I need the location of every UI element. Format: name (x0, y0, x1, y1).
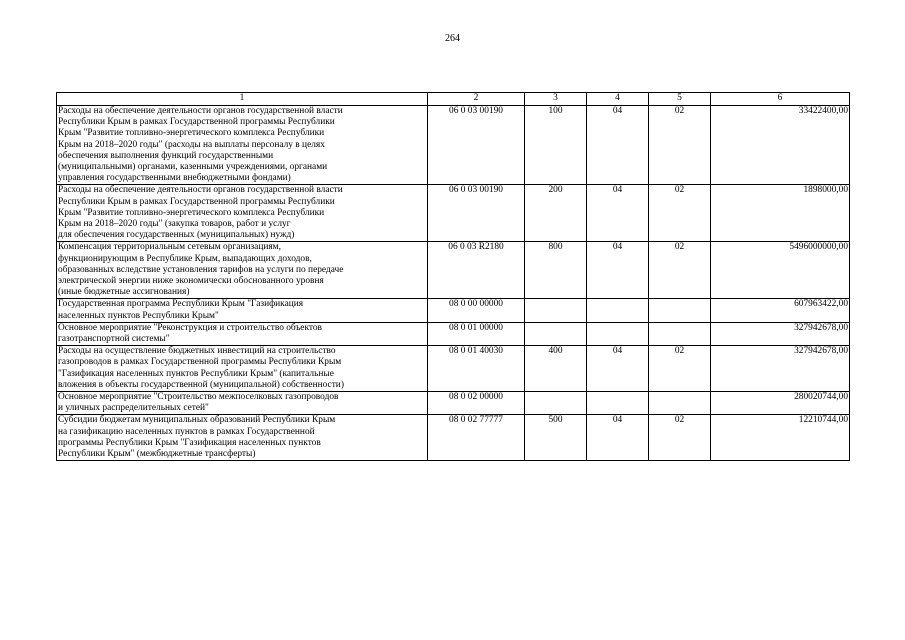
row-col3: 400 (525, 346, 587, 392)
row-amount: 280020744,00 (711, 392, 850, 415)
row-code: 08 0 02 00000 (428, 392, 525, 415)
budget-table (56, 92, 850, 461)
row-code: 08 0 02 77777 (428, 415, 525, 461)
description-line: для обеспечения государственных (муниципальных) нужд) (58, 230, 295, 241)
row-col3 (525, 322, 587, 345)
column-header-5: 5 (649, 93, 711, 106)
description-line: управления государственными внебюджетными фондами) (58, 173, 291, 184)
description-line: Республики Крым" (межбюджетные трансферты) (58, 449, 256, 460)
description-line: и уличных распределительных сетей" (58, 403, 209, 414)
row-col5: 02 (649, 415, 711, 461)
description-line: образованных вследствие установления тарифов на услуги по передаче (58, 264, 344, 275)
row-description (57, 185, 428, 242)
row-col3 (525, 299, 587, 322)
description-line: (муниципальными) органами, казенными учреждениями, органами (58, 162, 328, 173)
row-code: 08 0 00 00000 (428, 299, 525, 322)
table-row (57, 392, 850, 415)
description-line: Основное мероприятие "Строительство межпоселковых газопроводов (58, 392, 339, 403)
row-col5 (649, 299, 711, 322)
description-line: программы Республики Крым "Газификация населенных пунктов (58, 437, 321, 448)
description-line: функционирующим в Республике Крым, выпадающих доходов, (58, 253, 312, 264)
row-col3: 200 (525, 185, 587, 242)
row-amount: 33422400,00 (711, 106, 850, 185)
table-row (57, 242, 850, 299)
description-line: Крым "Развитие топливно-энергетического комплекса Республики (58, 207, 325, 218)
description-line: населенных пунктов Республики Крым" (58, 310, 219, 321)
row-amount: 327942678,00 (711, 346, 850, 392)
row-amount: 1898000,00 (711, 185, 850, 242)
row-col3: 500 (525, 415, 587, 461)
description-line: Расходы на осуществление бюджетных инвестиций на строительство (58, 346, 336, 357)
row-code: 06 0 03 R2180 (428, 242, 525, 299)
table-row (57, 415, 850, 461)
row-description (57, 415, 428, 461)
row-amount: 12210744,00 (711, 415, 850, 461)
description-line: Крым на 2018–2020 годы" (закупка товаров, работ и услуг (58, 219, 291, 230)
row-description (57, 106, 428, 185)
row-col4: 04 (587, 415, 649, 461)
table-row (57, 346, 850, 392)
row-col4 (587, 392, 649, 415)
column-header-4: 4 (587, 93, 649, 106)
row-col4: 04 (587, 346, 649, 392)
row-code: 08 0 01 00000 (428, 322, 525, 345)
row-col4 (587, 299, 649, 322)
description-line: обеспечения выполнения функций государственными (58, 150, 274, 161)
description-line: газопроводов в рамках Государственной программы Республики Крым (58, 357, 342, 368)
table-row (57, 185, 850, 242)
row-col5: 02 (649, 242, 711, 299)
row-col4: 04 (587, 106, 649, 185)
row-col5: 02 (649, 106, 711, 185)
description-line: Государственная программа Республики Крым "Газификация (58, 299, 304, 310)
description-line: Республики Крым в рамках Государственной программы Республики (58, 117, 335, 128)
row-amount: 607963422,00 (711, 299, 850, 322)
row-col3: 800 (525, 242, 587, 299)
row-col4 (587, 322, 649, 345)
row-col5: 02 (649, 185, 711, 242)
page-number: 264 (445, 33, 460, 44)
row-col4: 04 (587, 185, 649, 242)
row-col5: 02 (649, 346, 711, 392)
description-line: Расходы на обеспечение деятельности органов государственной власти (58, 185, 343, 196)
table-header-row (57, 93, 850, 106)
row-code: 08 0 01 40030 (428, 346, 525, 392)
column-header-2: 2 (428, 93, 525, 106)
description-line: на газификацию населенных пунктов в рамках Государственной (58, 426, 315, 437)
row-col5 (649, 392, 711, 415)
row-description (57, 242, 428, 299)
row-code: 06 0 03 00190 (428, 185, 525, 242)
description-line: газотранспортной системы" (58, 334, 170, 345)
column-header-6: 6 (711, 93, 850, 106)
row-col4: 04 (587, 242, 649, 299)
description-line: Основное мероприятие "Реконструкция и строительство объектов (58, 322, 322, 333)
description-line: Субсидии бюджетам муниципальных образований Республики Крым (58, 415, 336, 426)
description-line: (иные бюджетные ассигнования) (58, 287, 190, 298)
description-line: "Газификация населенных пунктов Республики Крым" (капитальные (58, 368, 334, 379)
column-header-3: 3 (525, 93, 587, 106)
description-line: Расходы на обеспечение деятельности органов государственной власти (58, 106, 343, 116)
row-description (57, 346, 428, 392)
table-body (57, 106, 850, 461)
table-row (57, 299, 850, 322)
row-code: 06 0 03 00190 (428, 106, 525, 185)
description-line: электрической энергии ниже экономически обоснованного уровня (58, 276, 324, 287)
description-line: Республики Крым в рамках Государственной программы Республики (58, 196, 335, 207)
table-row (57, 106, 850, 185)
row-col3: 100 (525, 106, 587, 185)
column-header-1: 1 (57, 93, 428, 106)
description-line: Крым "Развитие топливно-энергетического комплекса Республики (58, 128, 325, 139)
description-line: Крым на 2018–2020 годы" (расходы на выплаты персоналу в целях (58, 139, 325, 150)
description-line: вложения в объекты государственной (муниципальной) собственности) (58, 379, 344, 390)
row-amount: 327942678,00 (711, 322, 850, 345)
row-description (57, 322, 428, 345)
row-col5 (649, 322, 711, 345)
row-col3 (525, 392, 587, 415)
row-description (57, 392, 428, 415)
row-amount: 5496000000,00 (711, 242, 850, 299)
row-description (57, 299, 428, 322)
description-line: Компенсация территориальным сетевым организациям, (58, 242, 281, 253)
table-row (57, 322, 850, 345)
